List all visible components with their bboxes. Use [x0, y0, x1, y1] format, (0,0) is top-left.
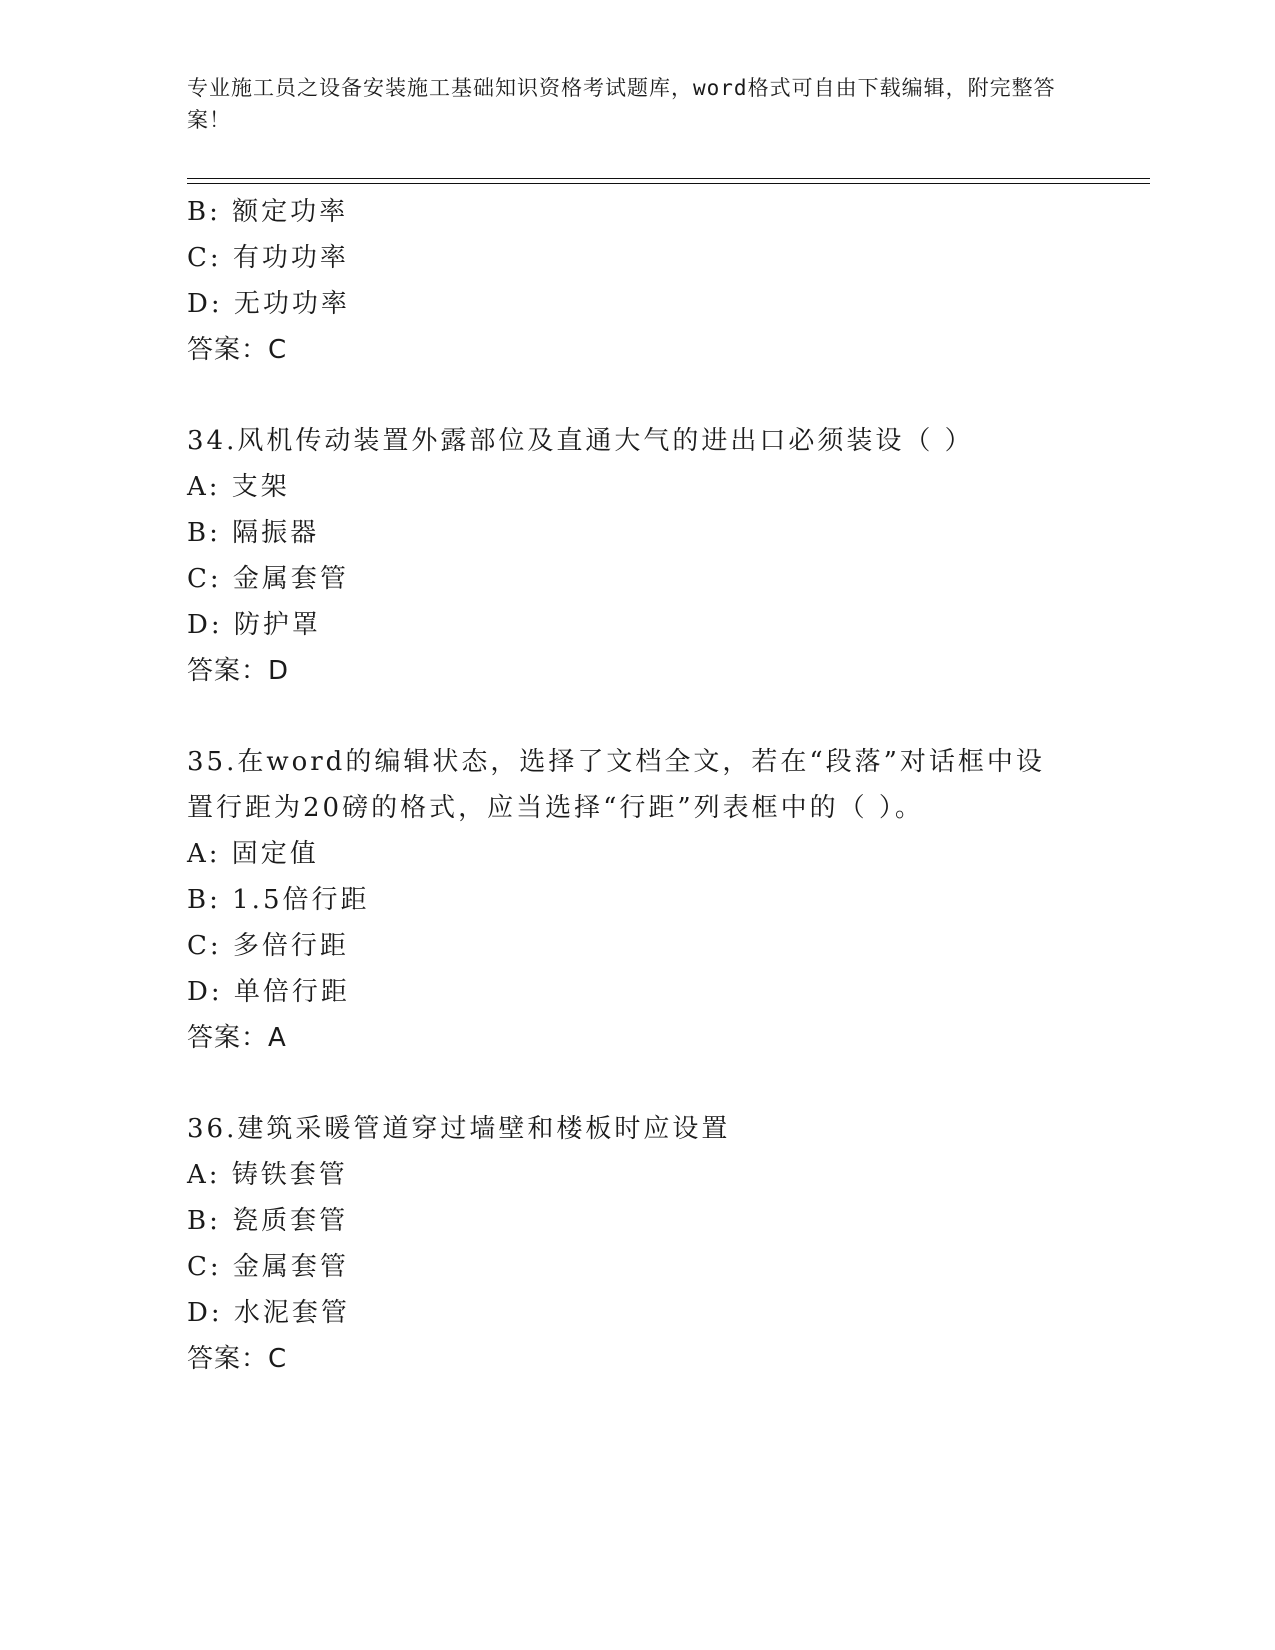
question-36: [187, 1106, 1087, 1382]
prev-question-block: [187, 189, 1087, 373]
question-stem: 36.建筑采暖管道穿过墙壁和楼板时应设置: [187, 1114, 731, 1144]
header-divider-top: [187, 178, 1150, 179]
option-b: B: 隔振器: [187, 518, 320, 548]
question-35: [187, 739, 1087, 1061]
option-d: D: 水泥套管: [187, 1298, 350, 1328]
question-34: [187, 418, 1087, 694]
option-b: B: 1.5倍行距: [187, 885, 370, 915]
option-b: B: 瓷质套管: [187, 1206, 349, 1236]
answer-line: 答案：C: [187, 335, 288, 365]
option-a: A: 铸铁套管: [187, 1160, 348, 1190]
option-c: C: 金属套管: [187, 1252, 349, 1282]
question-stem: 35.在word的编辑状态，选择了文档全文，若在“段落”对话框中设置行距为20磅的格式，应当选择“行距”列表框中的（ ）。: [187, 747, 1045, 823]
option-d: D: 单倍行距: [187, 977, 350, 1007]
option-d: D: 无功功率: [187, 289, 350, 319]
option-c: C: 多倍行距: [187, 931, 349, 961]
option-a: A: 固定值: [187, 839, 319, 869]
option-c: C: 金属套管: [187, 564, 349, 594]
answer-line: 答案：A: [187, 1023, 287, 1053]
option-c: C: 有功功率: [187, 243, 349, 273]
option-d: D: 防护罩: [187, 610, 321, 640]
option-a: A: 支架: [187, 472, 290, 502]
answer-line: 答案：D: [187, 656, 290, 686]
document-header: 专业施工员之设备安装施工基础知识资格考试题库，word格式可自由下载编辑，附完整答案！: [187, 76, 1056, 132]
header-divider-bottom: [187, 183, 1150, 184]
option-b: B: 额定功率: [187, 197, 349, 227]
question-list: [187, 189, 1087, 1382]
question-stem: 34.风机传动装置外露部位及直通大气的进出口必须装设（ ）: [187, 426, 974, 456]
answer-line: 答案：C: [187, 1344, 288, 1374]
